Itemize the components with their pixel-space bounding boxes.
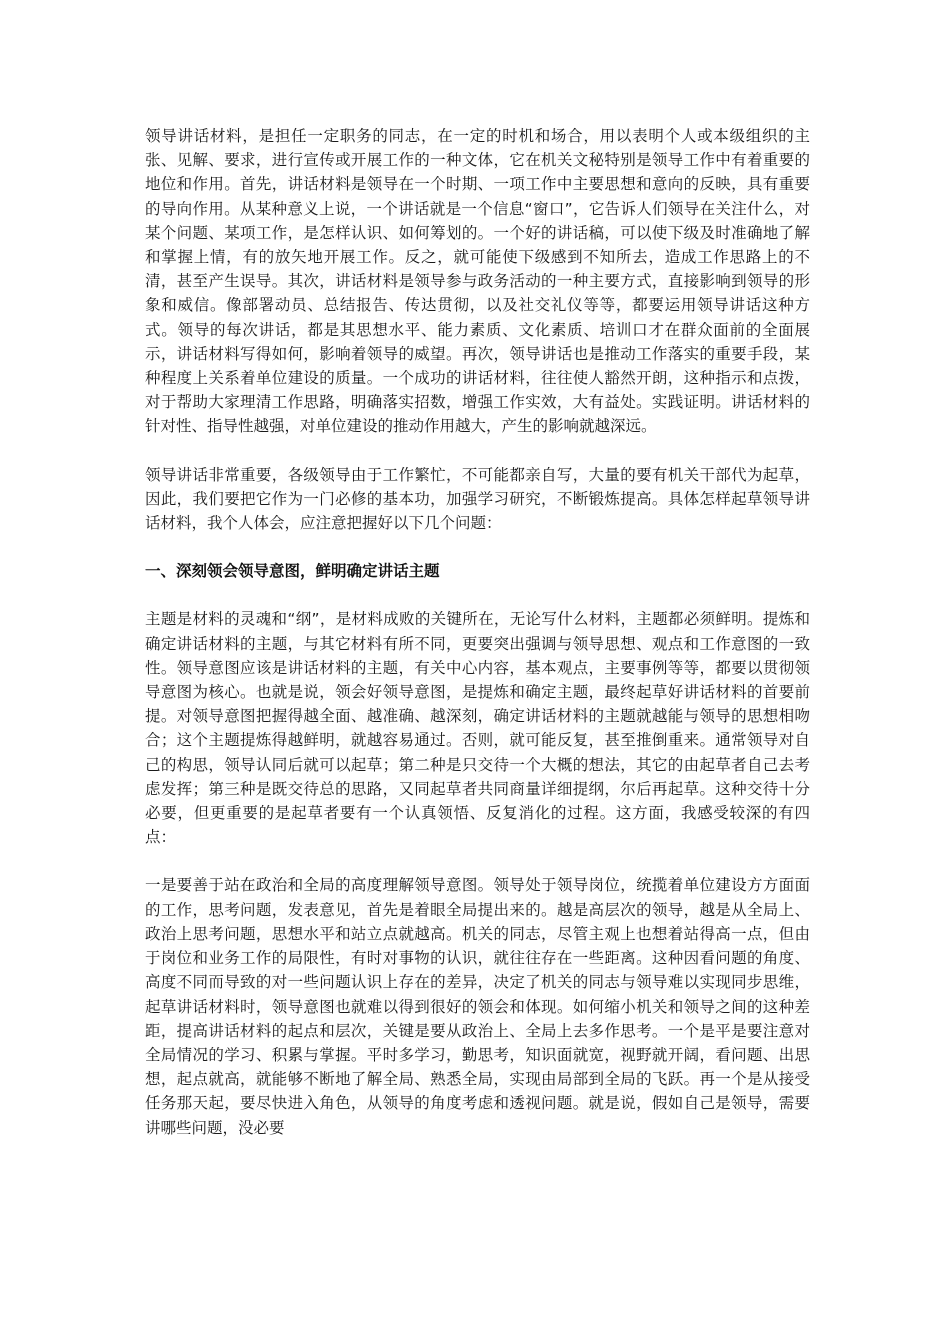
paragraph-drafting: 领导讲话非常重要，各级领导由于工作繁忙，不可能都亲自写，大量的要有机关干部代为起草，因此，我们要把它作为一门必修的基本功，加强学习研究，不断锻炼提高。具体怎样起草领导讲话材料，我个人体会，应注意把握好以下几个问题： [145, 465, 810, 533]
paragraph-point-one: 一是要善于站在政治和全局的高度理解领导意图。领导处于领导岗位，统揽着单位建设方方面面的工作，思考问题，发表意见，首先是着眼全局提出来的。越是高层次的领导，越是从全局上、政治上思考问题，思想水平和站立点就越高。机关的同志，尽管主观上也想着站得高一点，但由于岗位和业务工作的局限性，有时对事物的认识，就往往存在一些距离。这种因看问题的角度、高度不同而导致的对一些问题认识上存在的差异，决定了机关的同志与领导难以实现同步思维，起草讲话材料时，领导意图也就难以得到很好的领会和体现。如何缩小机关和领导之间的这种差距，提高讲话材料的起点和层次，关键是要从政治上、全局上去多作思考。一个是平是要注意对全局情况的学习、积累与掌握。平时多学习，勤思考，知识面就宽，视野就开阔，看问题、出思想，起点就高，就能够不断地了解全局、熟悉全局，实现由局部到全局的飞跃。再一个是从接受任务那天起，要尽快进入角色，从领导的角度考虑和透视问题。就是说，假如自己是领导，需要讲哪些问题，没必要 [145, 876, 810, 1137]
document-body [145, 124, 810, 1164]
paragraph-intro: 领导讲话材料，是担任一定职务的同志，在一定的时机和场合，用以表明个人或本级组织的主张、见解、要求，进行宣传或开展工作的一种文体，它在机关文秘特别是领导工作中有着重要的地位和作用。首先，讲话材料是领导在一个时期、一项工作中主要思想和意向的反映，具有重要的导向作用。从某种意义上说，一个讲话就是一个信息“窗口”，它告诉人们领导在关注什么，对某个问题、某项工作，是怎样认识、如何筹划的。一个好的讲话稿，可以使下级及时准确地了解和掌握上情，有的放矢地开展工作。反之，就可能使下级感到不知所去，造成工作思路上的不清，甚至产生误导。其次，讲话材料是领导参与政务活动的一种主要方式，直接影响到领导的形象和威信。像部署动员、总结报告、传达贯彻，以及社交礼仪等等，都要运用领导讲话这种方式。领导的每次讲话，都是其思想水平、能力素质、文化素质、培训口才在群众面前的全面展示，讲话材料写得如何，影响着领导的威望。再次，领导讲话也是推动工作落实的重要手段，某种程度上关系着单位建设的质量。一个成功的讲话材料，往往使人豁然开朗，这种指示和点拨，对于帮助大家理清工作思路，明确落实招数，增强工作实效，大有益处。实践证明。讲话材料的针对性、指导性越强，对单位建设的推动作用越大，产生的影响就越深远。 [145, 127, 810, 436]
paragraph-theme: 主题是材料的灵魂和“纲”，是材料成败的关键所在，无论写什么材料，主题都必须鲜明。提炼和确定讲话材料的主题，与其它材料有所不同，更要突出强调与领导思想、观点和工作意图的一致性。领导意图应该是讲话材料的主题，有关中心内容，基本观点，主要事例等等，都要以贯彻领导意图为核心。也就是说，领会好领导意图，是提炼和确定主题，最终起草好讲话材料的首要前提。对领导意图把握得越全面、越准确、越深刻，确定讲话材料的主题就越能与领导的思想相吻合；这个主题提炼得越鲜明，就越容易通过。否则，就可能反复，甚至推倒重来。通常领导对自己的构思，领导认同后就可以起草；第二种是只交待一个大概的想法，其它的由起草者自己去考虑发挥；第三种是既交待总的思路，又同起草者共同商量详细提纲，尔后再起草。这种交待十分必要，但更重要的是起草者要有一个认真领悟、反复消化的过程。这方面，我感受较深的有四点： [145, 610, 810, 847]
section-heading: 一、深刻领会领导意图，鲜明确定讲话主题 [145, 562, 440, 581]
